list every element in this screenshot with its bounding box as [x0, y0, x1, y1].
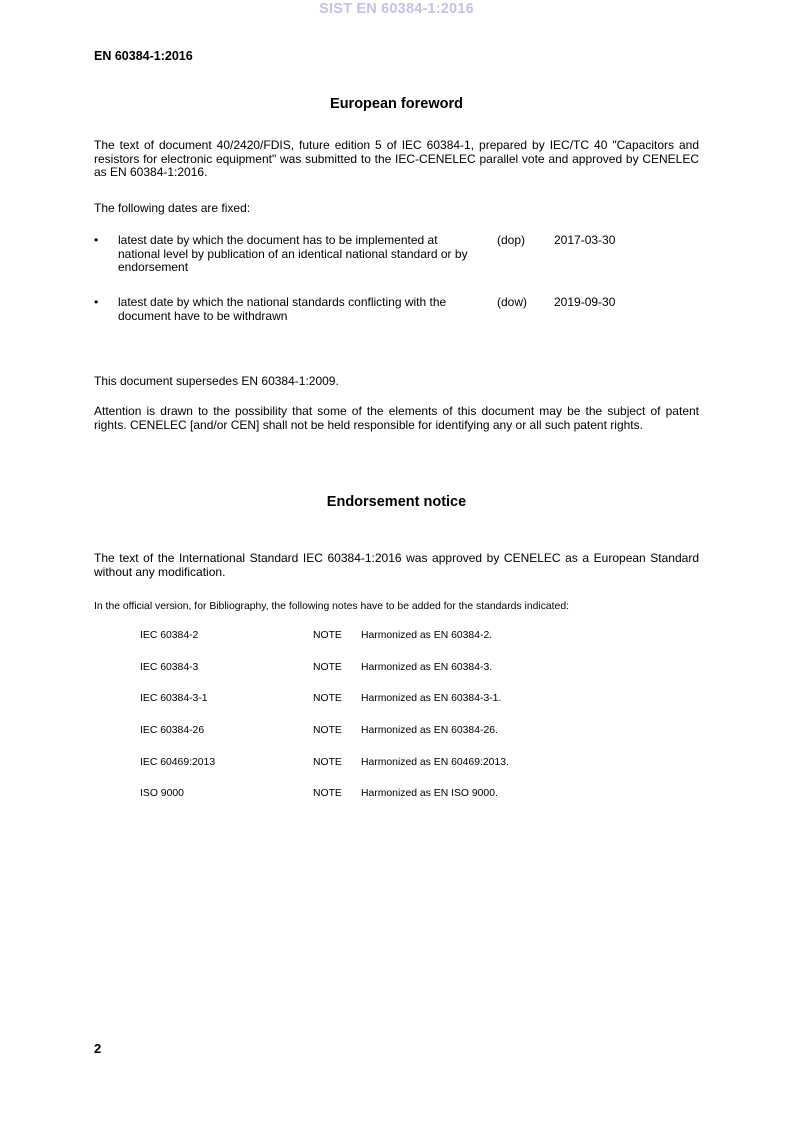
bullet-icon: •	[94, 295, 99, 309]
bibliography-intro: In the official version, for Bibliography, the following notes have to be added for the standards indicated:	[94, 601, 569, 612]
note-row	[0, 788, 793, 802]
note-text: Harmonized as EN 60469:2013.	[361, 757, 509, 768]
note-label: NOTE	[313, 725, 342, 736]
note-label: NOTE	[313, 757, 342, 768]
note-standard: IEC 60384-3	[140, 662, 199, 673]
bullet-icon: •	[94, 233, 99, 247]
endorsement-title: Endorsement notice	[326, 494, 467, 510]
document-id: EN 60384-1:2016	[94, 49, 193, 63]
note-text: Harmonized as EN 60384-2.	[361, 630, 493, 641]
date-item-date: 2017-03-30	[554, 233, 616, 247]
date-item-text: latest date by which the document has to be implemented at national level by publication of an identical national standard or by endorsement	[118, 233, 468, 275]
note-standard: IEC 60384-3-1	[140, 693, 208, 704]
note-text: Harmonized as EN ISO 9000.	[361, 788, 498, 799]
date-item-text: latest date by which the national standards conflicting with the document have to be withdrawn	[118, 295, 447, 323]
watermark: SIST EN 60384-1:2016	[319, 1, 474, 17]
note-row	[0, 725, 793, 739]
note-row	[0, 757, 793, 771]
date-item-date: 2019-09-30	[554, 295, 616, 309]
date-item-code: (dow)	[497, 295, 528, 309]
note-standard: IEC 60384-2	[140, 630, 199, 641]
foreword-intro: The text of document 40/2420/FDIS, future edition 5 of IEC 60384-1, prepared by IEC/TC 40 "Capacitors and resistors for electronic equipment" was submitted to the IEC-CENELEC parallel vote and approved by CENELEC as EN 60384-1:2016.	[94, 138, 699, 180]
note-label: NOTE	[313, 662, 342, 673]
note-standard: IEC 60384-26	[140, 725, 205, 736]
page-number: 2	[94, 1041, 102, 1056]
dates-fixed-text: The following dates are fixed:	[94, 201, 251, 215]
note-text: Harmonized as EN 60384-26.	[361, 725, 498, 736]
note-standard: ISO 9000	[140, 788, 184, 799]
note-label: NOTE	[313, 788, 342, 799]
note-row	[0, 662, 793, 676]
date-item-code: (dop)	[497, 233, 526, 247]
note-row	[0, 630, 793, 644]
supersedes-text: This document supersedes EN 60384-1:2009.	[94, 374, 339, 388]
note-label: NOTE	[313, 630, 342, 641]
endorsement-text: The text of the International Standard IEC 60384-1:2016 was approved by CENELEC as a European Standard without any modification.	[94, 551, 699, 579]
foreword-title: European foreword	[330, 96, 463, 112]
note-text: Harmonized as EN 60384-3-1.	[361, 693, 502, 704]
note-row	[0, 693, 793, 707]
note-text: Harmonized as EN 60384-3.	[361, 662, 493, 673]
note-label: NOTE	[313, 693, 342, 704]
note-standard: IEC 60469:2013	[140, 757, 216, 768]
attention-text: Attention is drawn to the possibility that some of the elements of this document may be the subject of patent rights. CENELEC [and/or CEN] shall not be held responsible for identifying any or all such patent rights.	[94, 404, 699, 432]
